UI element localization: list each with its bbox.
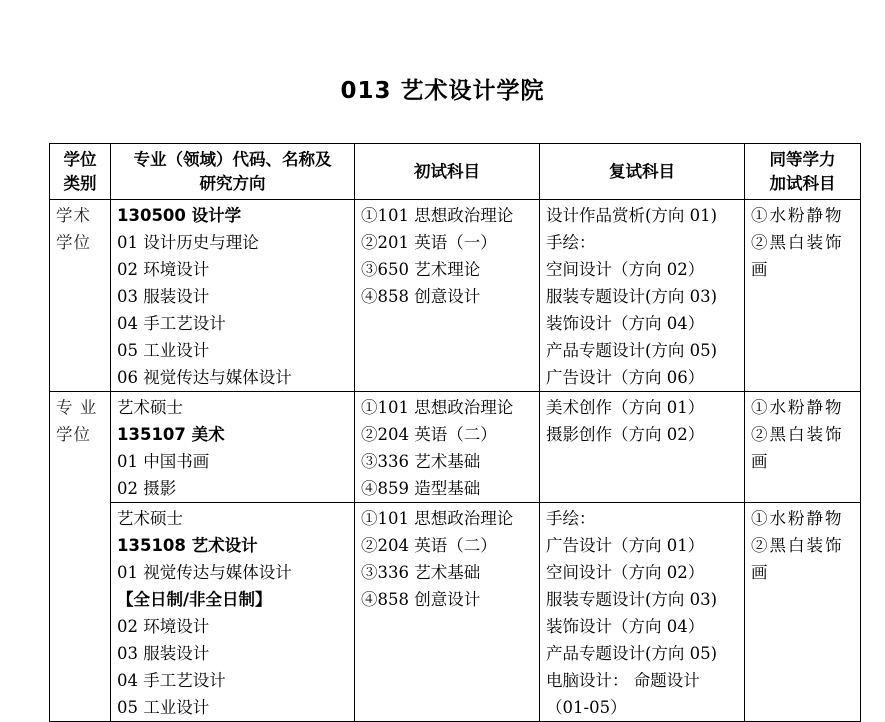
header-major: 专业（领域）代码、名称及 研究方向	[111, 144, 355, 200]
first-exam-cell: ①101 思想政治理论 ②201 英语（一） ③650 艺术理论 ④858 创意设计	[355, 200, 540, 392]
extra-exam-cell: ①水粉静物 ②黑白装饰画	[745, 200, 861, 392]
second-exam-cell: 美术创作（方向 01） 摄影创作（方向 02）	[540, 392, 745, 503]
page-title: 013 艺术设计学院	[340, 78, 545, 104]
table-header-row	[50, 144, 861, 200]
table-row	[50, 392, 861, 503]
first-exam-cell: ①101 思想政治理论 ②204 英语（二） ③336 艺术基础 ④859 造型基础	[355, 392, 540, 503]
major-cell: 130500 设计学 01 设计历史与理论 02 环境设计 03 服装设计 04 手工艺设计 05 工业设计 06 视觉传达与媒体设计	[111, 200, 355, 392]
header-first-exam: 初试科目	[355, 144, 540, 200]
header-category: 学位 类别	[50, 144, 111, 200]
second-exam-cell: 设计作品赏析(方向 01) 手绘： 空间设计（方向 02） 服装专题设计(方向 03) 装饰设计（方向 04） 产品专题设计(方向 05) 广告设计（方向 06）	[540, 200, 745, 392]
table-row	[50, 200, 861, 392]
table-row	[50, 503, 861, 722]
first-exam-cell: ①101 思想政治理论 ②204 英语（二） ③336 艺术基础 ④858 创意设计	[355, 503, 540, 722]
major-cell: 艺术硕士 135108 艺术设计 01 视觉传达与媒体设计 【全日制/非全日制】 02 环境设计 03 服装设计 04 手工艺设计 05 工业设计	[111, 503, 355, 722]
header-extra: 同等学力 加试科目	[745, 144, 861, 200]
extra-exam-cell: ①水粉静物 ②黑白装饰画	[745, 503, 861, 722]
category-cell: 专 业 学位	[50, 392, 111, 722]
extra-exam-cell: ①水粉静物 ②黑白装饰画	[745, 392, 861, 503]
header-second-exam: 复试科目	[540, 144, 745, 200]
major-cell: 艺术硕士 135107 美术 01 中国书画 02 摄影	[111, 392, 355, 503]
second-exam-cell: 手绘： 广告设计（方向 01） 空间设计（方向 02） 服装专题设计(方向 03) 装饰设计（方向 04） 产品专题设计(方向 05) 电脑设计： 命题设计 （01-05）	[540, 503, 745, 722]
category-cell: 学术 学位	[50, 200, 111, 392]
admission-table	[49, 143, 861, 722]
